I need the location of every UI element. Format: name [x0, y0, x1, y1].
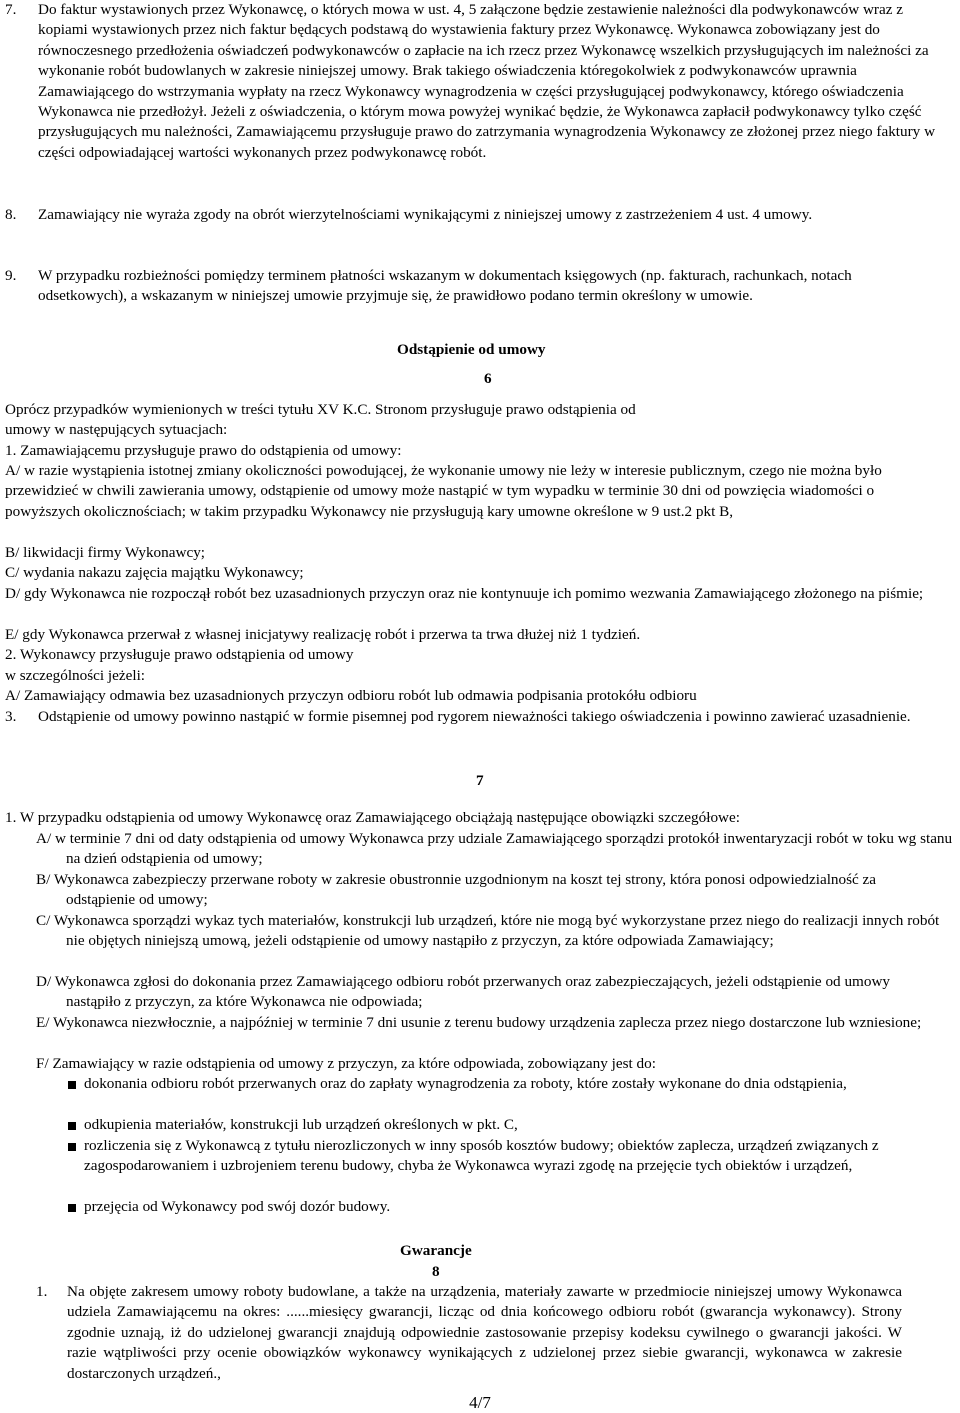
bullet-marker [68, 1143, 76, 1151]
section-7-item-a: A/ w terminie 7 dni od daty odstąpienia od umowy Wykonawca przy udziale Zamawiającego sporządzi protokół inwentaryzacji robót w toku wg stanu na dzień odstąpienia od umowy; [36, 830, 953, 868]
bullet-marker [68, 1122, 76, 1130]
section-7-number: 7 [476, 772, 484, 789]
section-7-item-c: C/ Wykonawca sporządzi wykaz tych materiałów, konstrukcji lub urządzeń, które nie mogą być wykorzystane przez niego do realizacji innych robót nie objętych niniejszą umową, jeżeli odstąpienie od umowy nastąpiło z przyczyn, za które odpowiada Zamawiający; [36, 912, 940, 950]
section-8-point-1-number: 1. [36, 1283, 48, 1300]
paragraph-8-text: Zamawiający nie wyraża zgody na obrót wierzytelnościami wynikającymi z niniejszej umowy z zastrzeżeniem 4 ust. 4 umowy. [38, 206, 813, 223]
paragraph-7-text: Do faktur wystawionych przez Wykonawcę, o których mowa w ust. 4, 5 załączone będzie zestawienie należności dla podwykonawców wraz z kopiami wystawionych przez nich faktur będących podstawą do wystawienia faktury przez Wykonawcę. Wykonawca zobowiązany jest do równoczesnego przedłożenia oświadczeń podwykonawców o zapłacie na ich rzecz przez Wykonawcę wszelkich przysługujących im należności za wykonanie robót budowlanych w zakresie niniejszej umowy. Brak takiego oświadczenia któregokolwiek z podwykonawców uprawnia Zamawiającego do wstrzymania wypłaty na rzecz Wykonawcy wynagrodzenia w części przysługującej podwykonawcy, którego oświadczenia Wykonawca nie przedłożył. Jeżeli z oświadczenia, o którym mowa powyżej wynikać będzie, że Wykonawca zapłacił podwykonawcy tylko część przysługujących mu należności, Zamawiającemu przysługuje prawo do zatrzymania wynagrodzenia Wykonawcy ze złożonej przez niego faktury w części odpowiadającej wartości wykonanych przez podwykonawcę robót. [38, 1, 936, 161]
section-6-number: 6 [484, 370, 492, 387]
bullet-marker [68, 1081, 76, 1089]
section-6-point-2-intro: w szczególności jeżeli: [5, 667, 146, 684]
section-6-point-1: 1. Zamawiającemu przysługuje prawo do odstąpienia od umowy: [5, 442, 402, 459]
paragraph-9-number: 9. [5, 267, 17, 284]
section-7-bullet-3: rozliczenia się z Wykonawcą z tytułu nierozliczonych w inny sposób kosztów budowy; obiektów zaplecza, urządzeń związanych z zagospodarowaniem i uzbrojeniem terenu budowy, chyba że Wykonawca wyrazi zgodę na przejęcie tych obiektów i urządzeń, [84, 1137, 879, 1175]
section-8-point-1: Na objęte zakresem umowy roboty budowlane, a także na urządzenia, materiały zawarte w przedmiocie niniejszej umowy Wykonawca udziela Zamawiającemu na okres: ......miesięcy gwarancji, licząc od dnia końcowego odbioru robót (gwarancja wykonawcy). Strony zgodnie uznają, iż do udzielonej gwarancji znajdują odpowiednie zastosowanie przepisy kodeksu cywilnego o gwarancji jakości. W razie wątpliwości przy ocenie obowiązków wykonawcy wynikających z udzielonej przez siebie gwarancji, wykonawca w zakresie dostarczonych urządzeń., [67, 1283, 902, 1382]
page-number: 4/7 [469, 1393, 491, 1412]
section-6-point-2: 2. Wykonawcy przysługuje prawo odstąpienia od umowy [5, 646, 354, 663]
section-6-point-3: Odstąpienie od umowy powinno nastąpić w formie pisemnej pod rygorem nieważności takiego oświadczenia i powinno zawierać uzasadnienie. [38, 708, 911, 725]
paragraph-8-number: 8. [5, 206, 17, 223]
section-7-item-f: F/ Zamawiający w razie odstąpienia od umowy z przyczyn, za które odpowiada, zobowiązany jest do: [36, 1055, 656, 1072]
section-8-heading: Gwarancje [400, 1242, 472, 1259]
section-6-point-1-d: D/ gdy Wykonawca nie rozpoczął robót bez uzasadnionych przyczyn oraz nie kontynuuje ich pomimo wezwania Zamawiającego złożonego na piśmie; [5, 585, 924, 602]
section-7-item-d: D/ Wykonawca zgłosi do dokonania przez Zamawiającego odbioru robót przerwanych oraz zabezpieczających, jeżeli odstąpienie od umowy nastąpiło z przyczyn, za które Wykonawca nie odpowiada; [36, 973, 891, 1011]
bullet-marker [68, 1204, 76, 1212]
paragraph-7-number: 7. [5, 1, 17, 18]
section-8-number: 8 [432, 1263, 440, 1280]
section-6-point-3-number: 3. [5, 708, 17, 725]
section-6-intro: Oprócz przypadków wymienionych w treści tytułu XV K.C. Stronom przysługuje prawo odstąpienia od umowy w następujących sytuacjach: [5, 401, 636, 439]
section-6-point-1-c: C/ wydania nakazu zajęcia majątku Wykonawcy; [5, 564, 304, 581]
section-7-item-e: E/ Wykonawca niezwłocznie, a najpóźniej w terminie 7 dni usunie z terenu budowy urządzenia zaplecza przez niego dostarczone lub wzniesione; [36, 1014, 922, 1031]
section-6-point-1-a: A/ w razie wystąpienia istotnej zmiany okoliczności powodującej, że wykonanie umowy nie leży w interesie publicznym, czego nie można było przewidzieć w chwili zawierania umowy, odstąpienie od umowy może nastąpić w tym wypadku w terminie 30 dni od powzięcia wiadomości o powyższych okolicznościach; w takim przypadku Wykonawcy nie przysługują kary umowne określone w 9 ust.2 pkt B, [5, 462, 882, 520]
section-7-bullet-4: przejęcia od Wykonawcy pod swój dozór budowy. [84, 1198, 391, 1215]
section-6-heading: Odstąpienie od umowy [397, 341, 546, 358]
section-6-point-2-a: A/ Zamawiający odmawia bez uzasadnionych przyczyn odbioru robót lub odmawia podpisania protokółu odbioru [5, 687, 697, 704]
section-7-point-1: 1. W przypadku odstąpienia od umowy Wykonawcę oraz Zamawiającego obciążają następujące obowiązki szczegółowe: [5, 809, 740, 826]
section-7-bullet-2: odkupienia materiałów, konstrukcji lub urządzeń określonych w pkt. C, [84, 1116, 518, 1133]
section-6-point-1-e: E/ gdy Wykonawca przerwał z własnej inicjatywy realizację robót i przerwa ta trwa dłużej niż 1 tydzień. [5, 626, 641, 643]
section-7-bullet-1: dokonania odbioru robót przerwanych oraz do zapłaty wynagrodzenia za roboty, które zostały wykonane do dnia odstąpienia, [84, 1075, 847, 1092]
paragraph-9-text: W przypadku rozbieżności pomiędzy terminem płatności wskazanym w dokumentach księgowych (np. fakturach, rachunkach, notach odsetkowych), a wskazanym w niniejszej umowie przyjmuje się, że prawidłowo podano termin określony w umowie. [38, 267, 852, 305]
section-7-item-b: B/ Wykonawca zabezpieczy przerwane roboty w zakresie obustronnie uzgodnionym na koszt tej strony, która ponosi odpowiedzialność za odstąpienie od umowy; [36, 871, 877, 909]
section-6-point-1-b: B/ likwidacji firmy Wykonawcy; [5, 544, 206, 561]
